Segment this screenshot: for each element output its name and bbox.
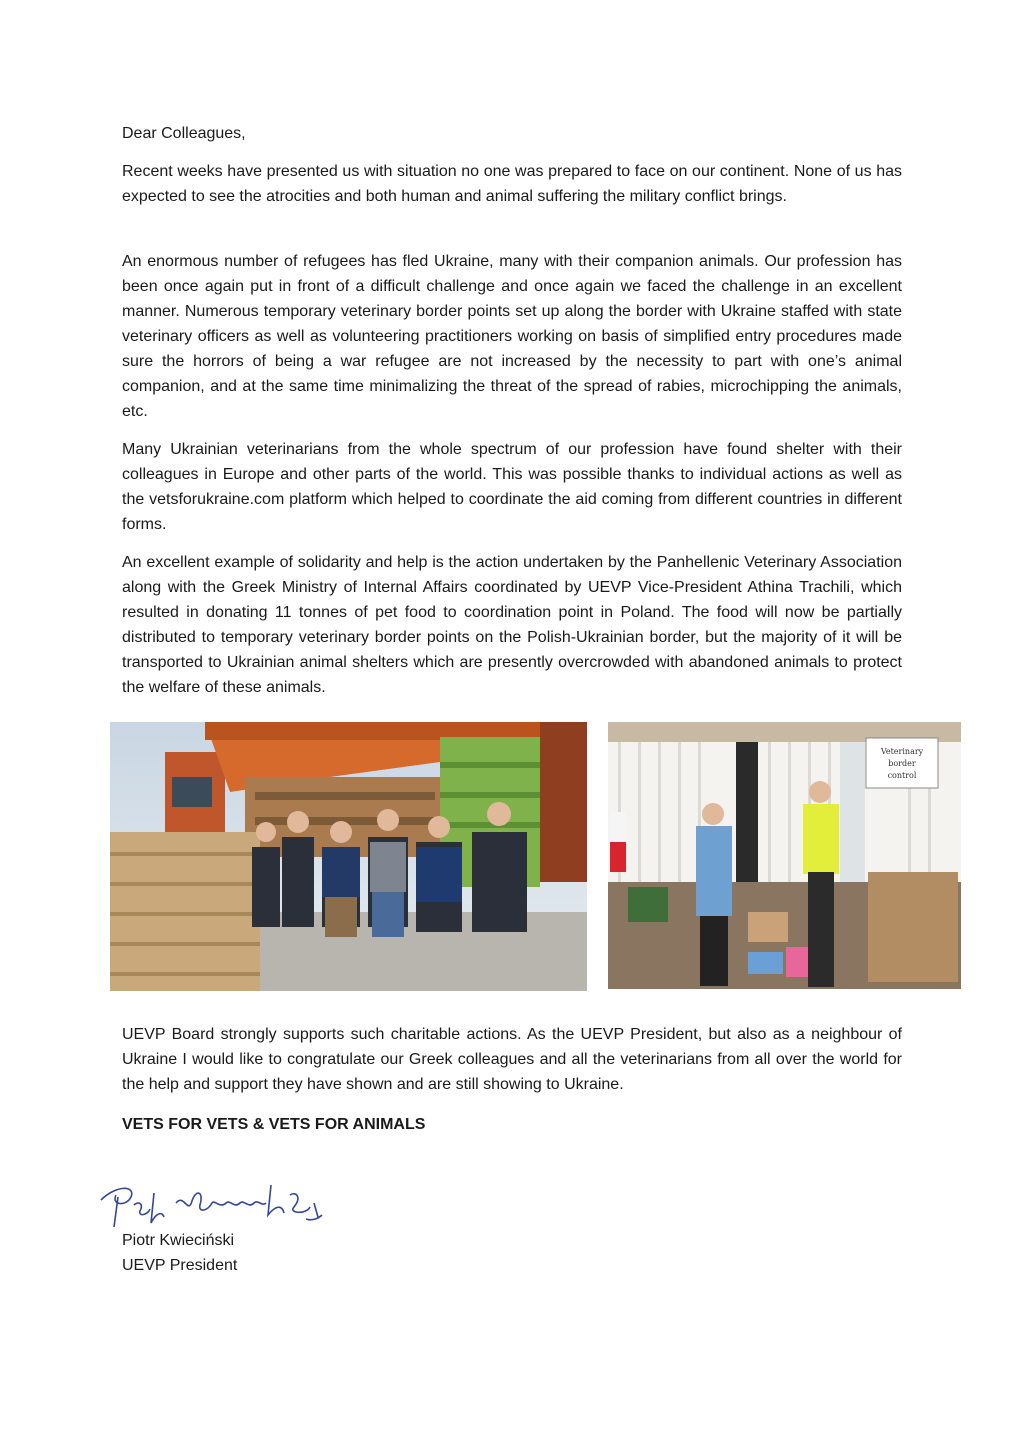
signature (96, 1175, 326, 1235)
signer-name: Piotr Kwieciński (122, 1232, 235, 1249)
motto: VETS FOR VETS & VETS FOR ANIMALS (122, 1116, 426, 1133)
photo-border-control (608, 722, 961, 989)
svg-text:border: border (888, 759, 916, 768)
photo-truck-group (110, 722, 587, 991)
letter-greeting: Dear Colleagues, (122, 125, 246, 142)
paragraph-support: UEVP Board strongly supports such charitable actions. As the UEVP President, but also as a neighbour of Ukraine I would like to congratulate our Greek colleagues and all the veterinarians from all over the world for the help and support they have shown and are still showing to Ukraine. (122, 1026, 902, 1093)
svg-text:Veterinary: Veterinary (880, 747, 924, 756)
svg-text:control: control (887, 771, 917, 780)
paragraph-shelter: Many Ukrainian veterinarians from the whole spectrum of our profession have found shelter with their colleagues in Europe and other parts of the world. This was possible thanks to individual actions as well as the vetsforukraine.com platform which helped to coordinate the aid coming from different countries in different forms. (122, 441, 902, 533)
paragraph-solidarity: An excellent example of solidarity and help is the action undertaken by the Panhellenic Veterinary Association along with the Greek Ministry of Internal Affairs coordinated by UEVP Vice-President Athina Trachili, which resulted in donating 11 tonnes of pet food to coordination point in Poland. The food will now be partially distributed to temporary veterinary border points on the Polish-Ukrainian border, but the majority of it will be transported to Ukrainian animal shelters which are presently overcrowded with abandoned animals to protect the welfare of these animals. (122, 554, 902, 696)
signer-role: UEVP President (122, 1257, 238, 1274)
paragraph-refugees: An enormous number of refugees has fled Ukraine, many with their companion animals. Our profession has been once again put in front of a difficult challenge and once again we faced the challenge in an excellent manner. Numerous temporary veterinary border points set up along the border with Ukraine staffed with state veterinary officers as well as volunteering practitioners working on basis of simplified entry procedures made sure the horrors of being a war refugee are not increased by the necessity to part with one’s animal companion, and at the same time minimalizing the threat of the spread of rabies, microchipping the animals, etc. (122, 253, 902, 420)
paragraph-situation: Recent weeks have presented us with situation no one was prepared to face on our continent. None of us has expected to see the atrocities and both human and animal suffering the military conflict brings. (122, 163, 902, 205)
